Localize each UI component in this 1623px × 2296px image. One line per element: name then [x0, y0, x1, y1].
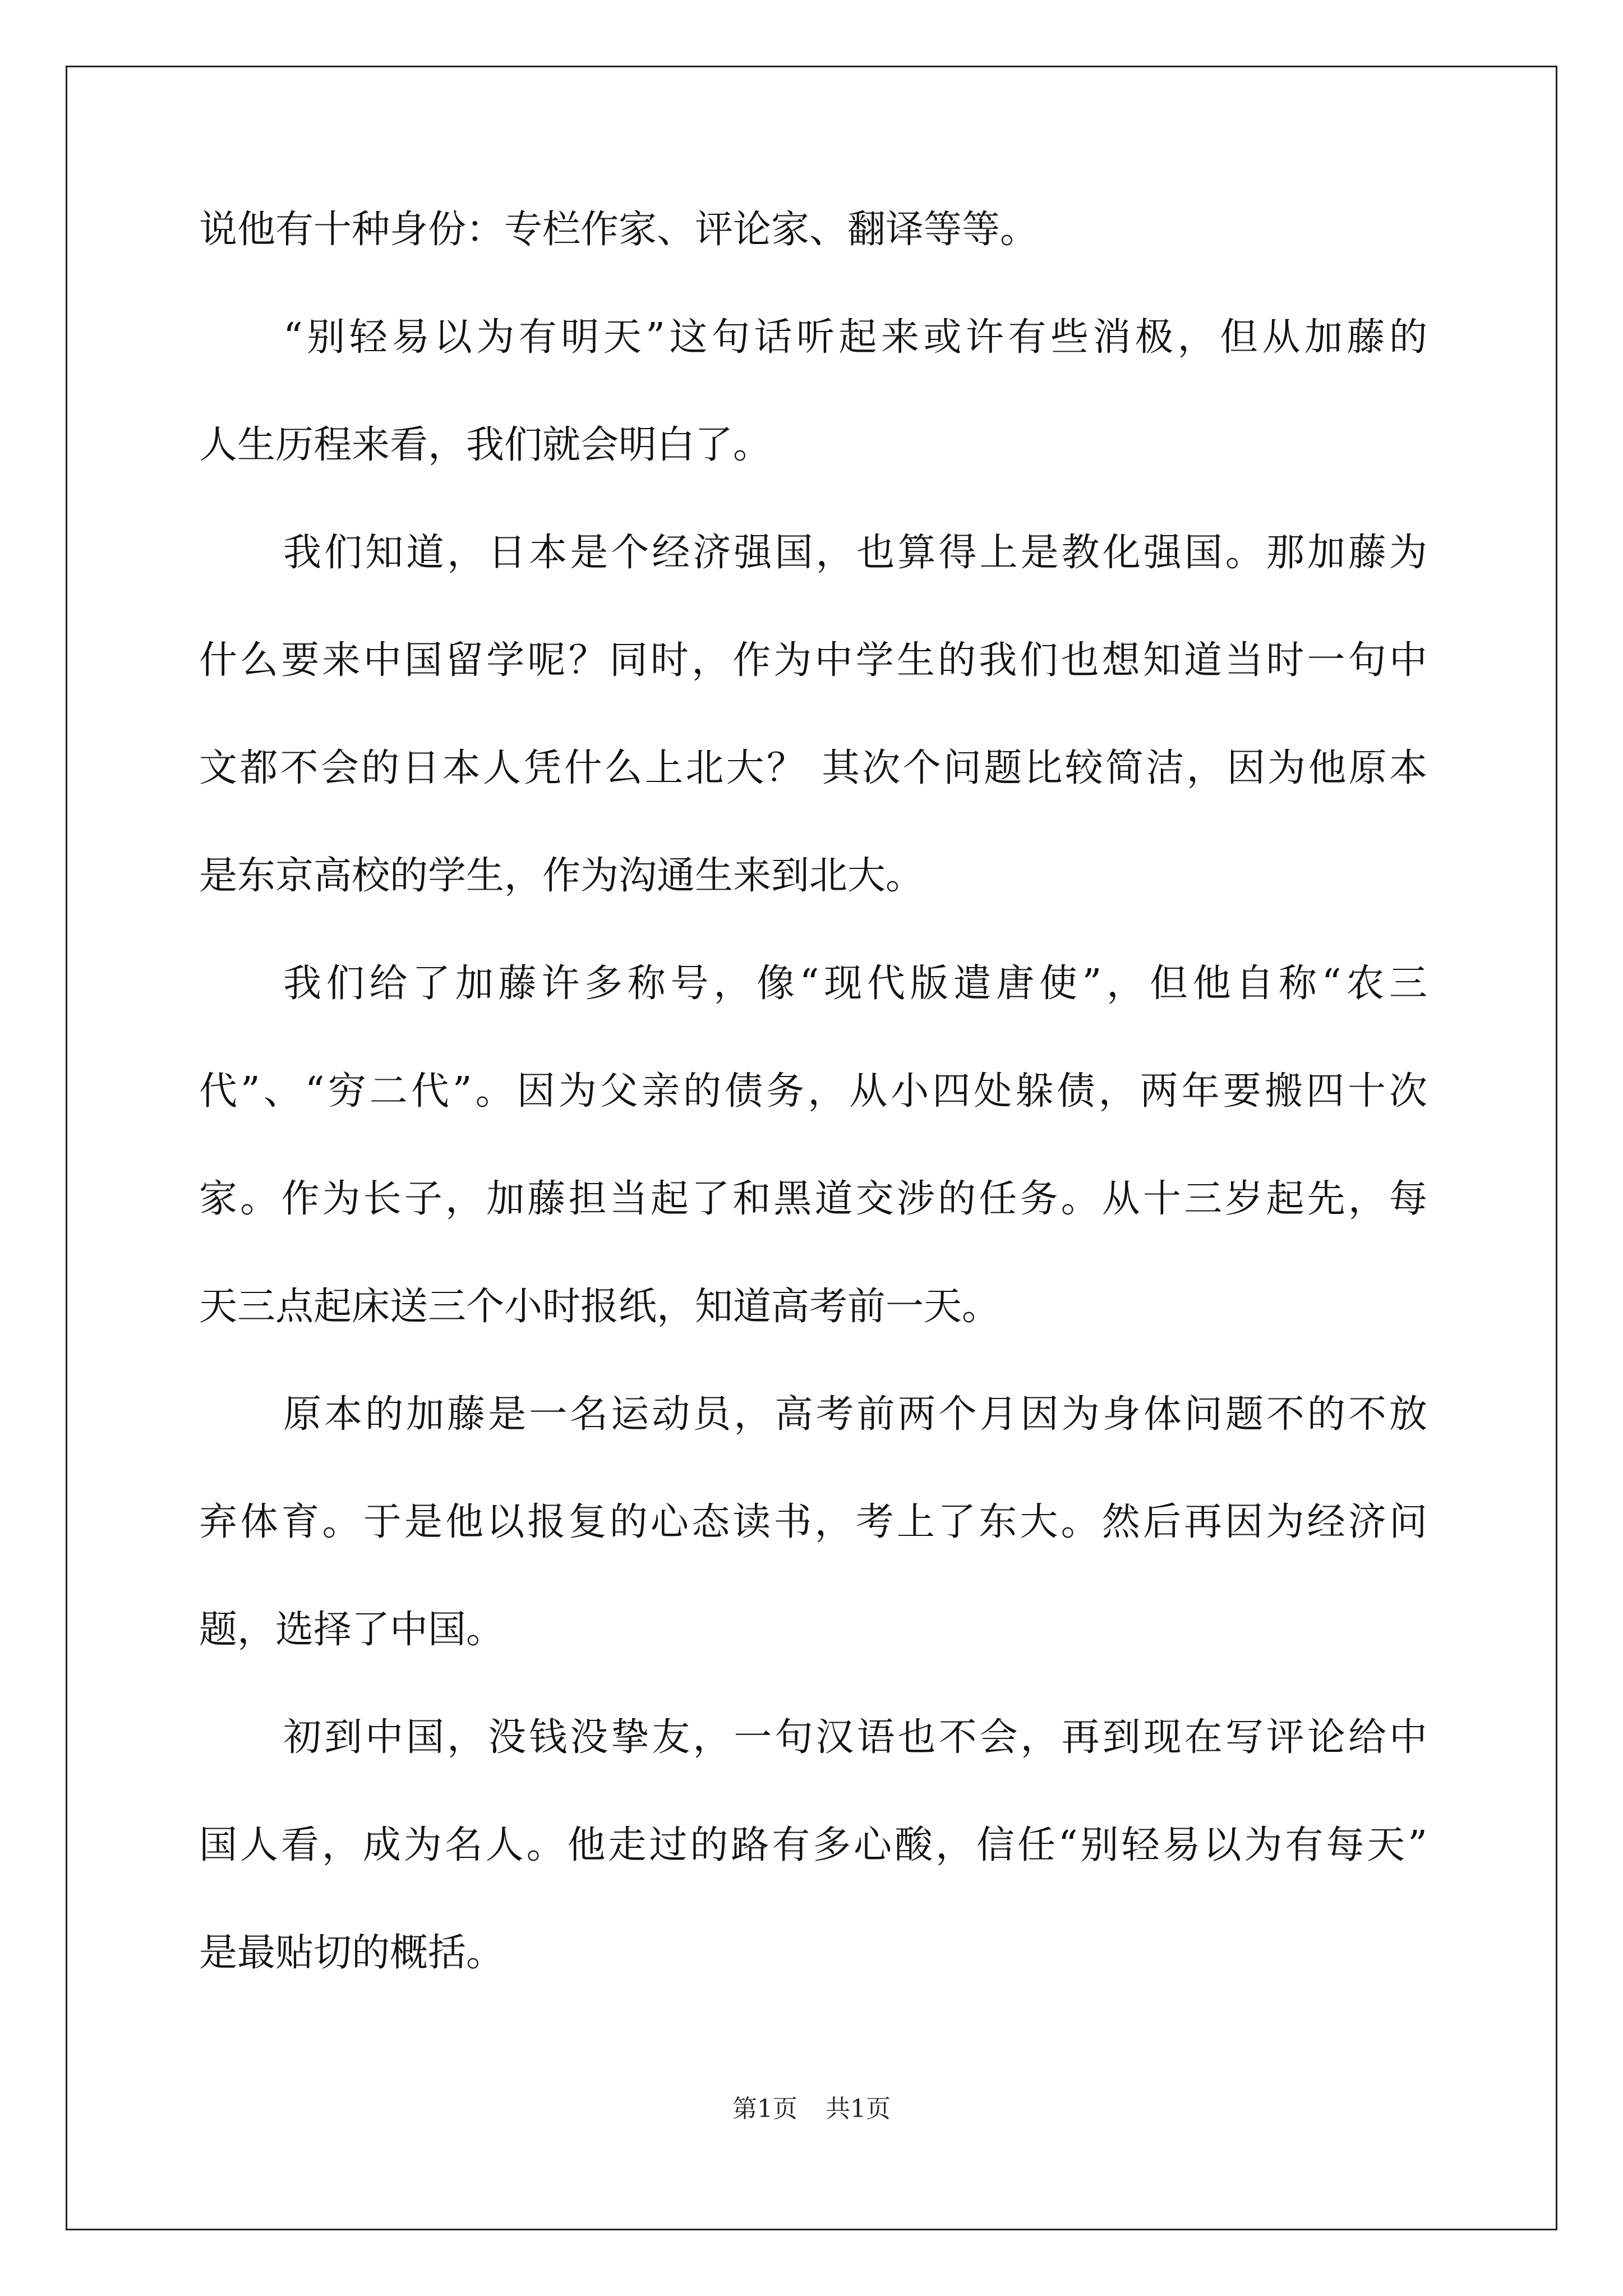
text-line: 我们知道，日本是个经济强国，也算得上是教化强国。那加藤为: [283, 531, 1427, 575]
text-line: 家。作为长子，加藤担当起了和黑道交涉的任务。从十三岁起先，每: [199, 1177, 1427, 1221]
page-total: 共1页: [826, 2095, 891, 2123]
text-line: 初到中国，没钱没挚友，一句汉语也不会，再到现在写评论给中: [283, 1715, 1427, 1760]
text-line: 文都不会的日本人凭什么上北大？ 其次个问题比较简洁，因为他原本: [199, 746, 1427, 790]
text-line: 人生历程来看，我们就会明白了。: [199, 423, 772, 467]
page-border: [66, 66, 1557, 2230]
text-line: 是最贴切的概括。: [199, 1931, 505, 1975]
text-line: 是东京高校的学生，作为沟通生来到北大。: [199, 854, 924, 898]
text-line: 国人看，成为名人。他走过的路有多心酸，信任“别轻易以为有每天”: [199, 1823, 1427, 1867]
text-line: 天三点起床送三个小时报纸，知道高考前一天。: [199, 1285, 1000, 1329]
page-footer: [0, 2092, 1623, 2126]
text-line: 我们给了加藤许多称号，像“现代版遣唐使”，但他自称“农三: [283, 961, 1427, 1006]
text-line: “别轻易以为有明天”这句话听起来或许有些消极，但从加藤的: [283, 315, 1427, 360]
text-line: 代”、“穷二代”。因为父亲的债务，从小四处躲债，两年要搬四十次: [199, 1069, 1427, 1114]
text-line: 原本的加藤是一名运动员，高考前两个月因为身体问题不的不放: [283, 1392, 1427, 1437]
text-line: 说他有十种身份：专栏作家、评论家、翻译等等。: [199, 208, 1039, 252]
text-line: 弃体育。于是他以报复的心态读书，考上了东大。然后再因为经济问: [199, 1500, 1427, 1544]
page-number: 第1页: [732, 2095, 797, 2123]
text-line: 什么要来中国留学呢？同时，作为中学生的我们也想知道当时一句中: [199, 638, 1427, 683]
text-line: 题，选择了中国。: [199, 1608, 505, 1652]
